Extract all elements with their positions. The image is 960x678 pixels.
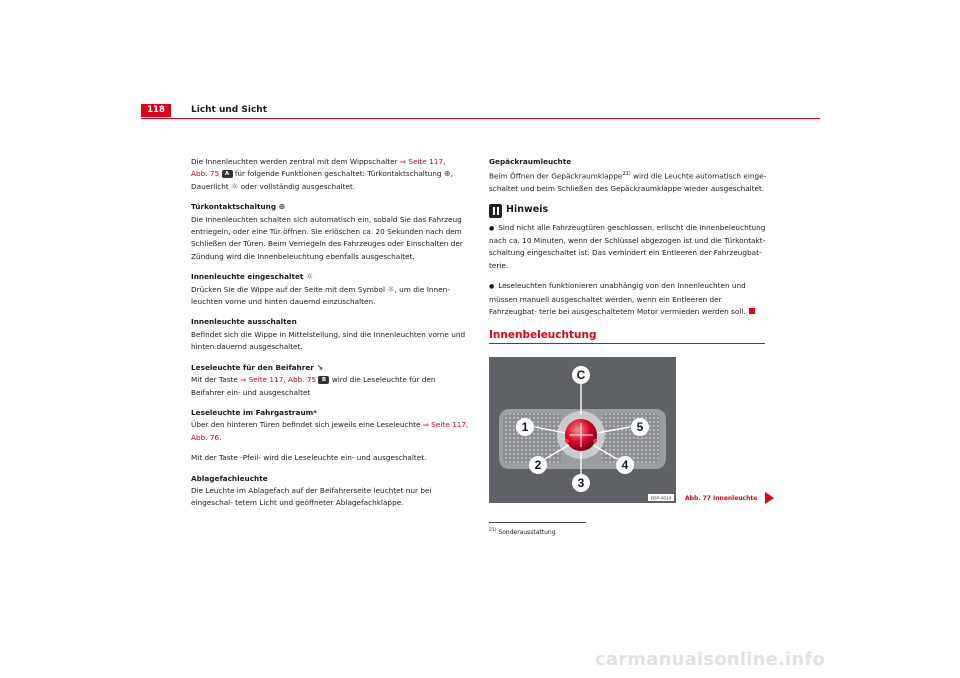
callout-3: 3 xyxy=(577,476,585,490)
section-light-off: Innenleuchte ausschalten Befindet sich die Wippe in Mittelstellung, sind die Innenleuchten vorne und hinten dauernd ausgeschaltet. xyxy=(191,316,469,353)
right-column xyxy=(489,156,767,326)
heading-glovebox-light: Ablagefachleuchte xyxy=(191,473,268,483)
cabin-reading-light-note: Mit der Taste -Pfeil- wird die Leseleuchte ein- und ausgeschaltet. xyxy=(191,453,427,463)
heading-light-on: Innenleuchte eingeschaltet xyxy=(191,272,304,282)
footnote: $^{21)}$ Sonderausstattung xyxy=(489,528,556,536)
section-door-contact: Türkontaktschaltung ⊕ Die Innenleuchten schalten sich automatisch ein, sobald Sie das Fahrzeug entriegeln, oder eine Tür öffnen. Sie erlöschen ca. 20 Sekunden nach dem Schließen der Türen. Beim Verriegeln des Fahrzeuges oder Einschalten der Zündung wird die Innenbeleuchtung ebenfalls ausgeschaltet. xyxy=(191,202,463,261)
link-page-117-b[interactable]: ⇒ Seite 117, xyxy=(422,420,469,430)
intro-paragraph: Die Innenleuchten werden zentral mit dem Wippschalter ⇒ Seite 117, Abb. 75 A für folgende Funktionen geschaltet: Türkontaktschaltung ⊕, Dauerlicht ☼ oder vollständig ausgeschaltet. xyxy=(191,157,453,191)
callout-4: 4 xyxy=(621,458,629,472)
section-title: Innenbeleuchtung xyxy=(489,329,597,341)
section-end-marker xyxy=(749,308,755,314)
section-passenger-reading-light: Leseleuchte für den Beifahrer ↘ Mit der Taste ⇒ Seite 117, Abb. 75 B wird die Leseleuchte für den Beifahrer ein- und ausgeschaltet xyxy=(191,362,436,397)
watermark: carmanualsonline.info xyxy=(595,649,826,670)
permanent-light-icon: ☼ xyxy=(387,284,395,294)
heading-boot-light: Gepäckraumleuchte xyxy=(489,157,572,166)
figure-code: B5P-0014 xyxy=(650,495,672,501)
heading-light-off: Innenleuchte ausschalten xyxy=(191,317,297,327)
callout-1: 1 xyxy=(521,420,529,434)
footnote-ref: 21) xyxy=(622,171,631,178)
section-rule xyxy=(489,343,765,344)
figure-caption: Abb. 77 Innenleuchte xyxy=(685,495,758,502)
callout-c: C xyxy=(576,368,586,382)
footnote-rule xyxy=(489,522,586,523)
callout-5: 5 xyxy=(636,420,644,434)
next-page-arrow-icon xyxy=(765,492,774,504)
interior-light-figure xyxy=(489,357,676,503)
header-rule xyxy=(141,118,820,119)
note-bullet-1: ● Sind nicht alle Fahrzeugtüren geschlossen, erlischt die Innenbeleuchtung nach ca. 10 Minuten, wenn der Schlüssel abgezogen ist und die Türkontakt- schaltung eingeschaltet ist. Das verhindert ein Entleeren der Fahrzeugbat- terie. xyxy=(489,222,767,273)
left-column xyxy=(191,156,469,518)
section-boot-light: Gepäckraumleuchte Beim Öffnen der Gepäckraumklappe$^{21)}$ wird die Leuchte automatisch einge- schaltet und beim Schließen des Gepäckraumklappe wieder ausgeschaltet. xyxy=(489,157,767,194)
permanent-light-icon: ☼ xyxy=(305,272,314,282)
note-title: Hinweis xyxy=(506,204,549,216)
section-light-on: Innenleuchte eingeschaltet ☼ Drücken Sie die Wippe auf der Seite mit dem Symbol ☼, um die Innen- leuchten vorne und hinten dauernd einzuschalten. xyxy=(191,272,450,307)
section-cabin-reading-light: Leseleuchte im Fahrgastraum* Über den hinteren Türen befindet sich jeweils eine Leseleuchte ⇒ Seite 117, Abb. 76. xyxy=(191,407,469,442)
link-page-117-abb-75[interactable]: ⇒ Seite 117, Abb. 75 xyxy=(240,375,317,385)
heading-cabin-reading-light: Leseleuchte im Fahrgastraum* xyxy=(191,407,318,417)
heading-passenger-reading-light: Leseleuchte für den Beifahrer xyxy=(191,362,314,372)
key-a-badge: A xyxy=(222,170,233,178)
page-title: Licht und Sicht xyxy=(191,105,267,115)
note-bullet-2: ● Leseleuchten funktionieren unabhängig von den Innenleuchten und müssen manuell ausgeschaltet werden, wenn ein Entleeren der Fahrzeugbat- terie bei ausgeschaltetem Motor vermieden werden soll. xyxy=(489,280,767,318)
section-glovebox-light: Ablagefachleuchte Die Leuchte im Ablagefach auf der Beifahrerseite leuchtet nur bei eingeschal- tetem Licht und geöffneter Ablagefachklappe. xyxy=(191,473,469,510)
door-contact-icon: ⊕ xyxy=(443,169,451,179)
page-number: 118 xyxy=(141,104,171,117)
note-header xyxy=(489,204,767,218)
link-abb-76[interactable]: Abb. 76 xyxy=(191,432,220,442)
link-abb-75[interactable]: Abb. 75 xyxy=(191,169,220,179)
link-page-117[interactable]: ⇒ Seite 117, xyxy=(399,157,446,166)
note-icon xyxy=(489,204,502,218)
permanent-light-icon: ☼ xyxy=(231,181,239,191)
callout-2: 2 xyxy=(534,458,542,472)
door-contact-icon: ⊕ xyxy=(278,202,286,212)
reading-light-icon: ↘ xyxy=(316,362,324,372)
heading-door-contact: Türkontaktschaltung xyxy=(191,202,277,212)
key-b-badge: B xyxy=(318,376,329,384)
interior-light-illustration xyxy=(489,357,676,503)
